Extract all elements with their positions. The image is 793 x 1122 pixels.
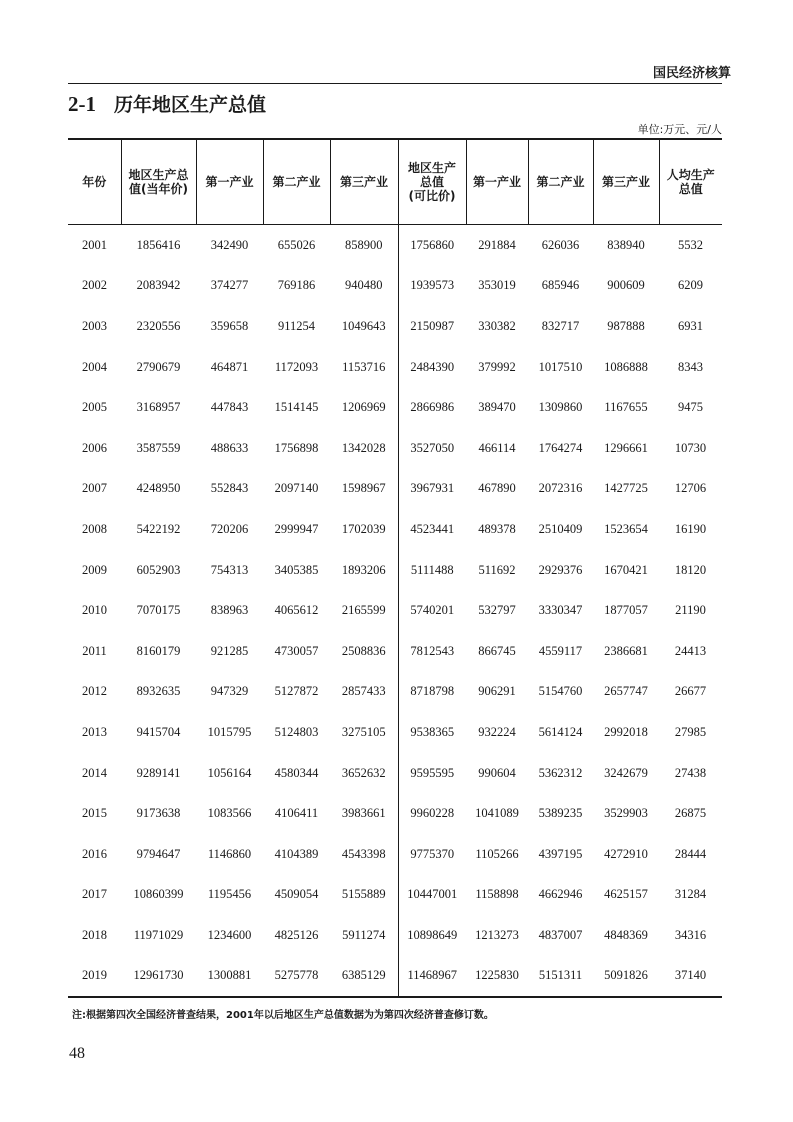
value-cell: 5422192 xyxy=(136,521,181,536)
value-cell: 940480 xyxy=(345,278,383,293)
value-cell: 5911274 xyxy=(342,927,386,942)
value-cell: 5151311 xyxy=(538,968,583,983)
value-cell: 379992 xyxy=(478,359,516,374)
value-cell: 1158898 xyxy=(475,887,519,902)
year-cell: 2002 xyxy=(82,278,107,293)
value-cell: 9415704 xyxy=(136,724,181,739)
value-cell: 10730 xyxy=(674,440,707,455)
column-header: 地区生产总 值(当年价) xyxy=(121,139,196,225)
value-cell: 2508836 xyxy=(341,643,386,658)
value-cell: 5154760 xyxy=(538,684,583,699)
value-cell: 291884 xyxy=(478,237,516,252)
value-cell: 2386681 xyxy=(604,643,648,658)
year-cell: 2017 xyxy=(82,887,107,902)
value-cell: 1225830 xyxy=(475,968,519,983)
value-cell: 9538365 xyxy=(398,712,466,753)
value-cell: 1083566 xyxy=(207,806,252,821)
value-cell: 4509054 xyxy=(274,887,319,902)
value-cell: 5127872 xyxy=(274,684,319,699)
value-cell: 2999947 xyxy=(274,521,319,536)
value-cell: 2510409 xyxy=(538,521,583,536)
value-cell: 9289141 xyxy=(136,765,181,780)
value-cell: 4625157 xyxy=(604,887,648,902)
value-cell: 1146860 xyxy=(207,846,252,861)
value-cell: 4543398 xyxy=(341,846,386,861)
value-cell: 655026 xyxy=(277,237,316,252)
year-cell: 2016 xyxy=(82,846,107,861)
column-header: 第三产业 xyxy=(330,139,398,225)
table-row xyxy=(68,509,722,550)
value-cell: 31284 xyxy=(674,887,707,902)
value-cell: 1234600 xyxy=(207,927,252,942)
value-cell: 6052903 xyxy=(136,562,181,577)
value-cell: 3967931 xyxy=(398,469,466,510)
year-cell: 2012 xyxy=(82,684,107,699)
year-cell: 2005 xyxy=(82,400,107,415)
value-cell: 3529903 xyxy=(604,806,648,821)
value-cell: 5362312 xyxy=(538,765,583,780)
value-cell: 990604 xyxy=(478,765,516,780)
value-cell: 10898649 xyxy=(398,915,466,956)
value-cell: 464871 xyxy=(210,359,249,374)
value-cell: 489378 xyxy=(478,521,516,536)
value-cell: 2992018 xyxy=(604,724,648,739)
value-cell: 11468967 xyxy=(398,956,466,998)
table-row xyxy=(68,956,722,998)
value-cell: 858900 xyxy=(345,237,383,252)
value-cell: 10860399 xyxy=(133,887,184,902)
value-cell: 832717 xyxy=(541,318,580,333)
column-header: 年份 xyxy=(68,139,121,225)
value-cell: 5275778 xyxy=(274,968,319,983)
value-cell: 511692 xyxy=(478,562,516,577)
value-cell: 467890 xyxy=(478,481,516,496)
value-cell: 374277 xyxy=(210,278,249,293)
table-row xyxy=(68,672,722,713)
column-header: 第二产业 xyxy=(263,139,330,225)
value-cell: 4397195 xyxy=(538,846,583,861)
value-cell: 4730057 xyxy=(274,643,319,658)
value-cell: 5155889 xyxy=(341,887,386,902)
value-cell: 1702039 xyxy=(341,521,386,536)
value-cell: 2083942 xyxy=(136,278,181,293)
value-cell: 8932635 xyxy=(136,684,181,699)
unit-label: 单位:万元、元/人 xyxy=(637,123,722,136)
value-cell: 330382 xyxy=(478,318,516,333)
value-cell: 37140 xyxy=(674,968,707,983)
section-label: 国民经济核算 xyxy=(652,66,731,81)
table-row xyxy=(68,428,722,469)
value-cell: 9173638 xyxy=(136,806,181,821)
value-cell: 754313 xyxy=(210,562,249,577)
table-title xyxy=(68,90,266,117)
value-cell: 5532 xyxy=(678,237,703,252)
value-cell: 906291 xyxy=(478,684,516,699)
value-cell: 2790679 xyxy=(136,359,181,374)
value-cell: 1598967 xyxy=(341,481,386,496)
value-cell: 4523441 xyxy=(398,509,466,550)
value-cell: 2150987 xyxy=(398,306,466,347)
value-cell: 552843 xyxy=(210,481,249,496)
value-cell: 342490 xyxy=(210,237,249,252)
year-cell: 2018 xyxy=(82,927,107,942)
value-cell: 1017510 xyxy=(538,359,583,374)
value-cell: 466114 xyxy=(478,440,516,455)
value-cell: 3275105 xyxy=(341,724,386,739)
value-cell: 5124803 xyxy=(274,724,319,739)
value-cell: 2320556 xyxy=(136,318,181,333)
value-cell: 9775370 xyxy=(398,834,466,875)
value-cell: 9794647 xyxy=(136,846,181,861)
value-cell: 6931 xyxy=(678,318,703,333)
value-cell: 11971029 xyxy=(133,927,184,942)
column-header: 第三产业 xyxy=(593,139,659,225)
value-cell: 3983661 xyxy=(341,806,386,821)
value-cell: 28444 xyxy=(674,846,707,861)
value-cell: 353019 xyxy=(478,278,516,293)
table-row xyxy=(68,266,722,307)
header-rule xyxy=(68,83,722,84)
value-cell: 4580344 xyxy=(274,765,319,780)
footnote: 注:根据第四次全国经济普查结果，2001年以后地区生产总值数据为为第四次经济普查修订数。 xyxy=(72,1010,494,1021)
value-cell: 1856416 xyxy=(136,237,181,252)
page-number: 48 xyxy=(69,1045,85,1062)
year-cell: 2010 xyxy=(82,603,107,618)
value-cell: 1105266 xyxy=(475,846,519,861)
value-cell: 1056164 xyxy=(207,765,252,780)
value-cell: 838940 xyxy=(607,237,645,252)
year-cell: 2014 xyxy=(82,765,107,780)
value-cell: 1670421 xyxy=(604,562,648,577)
value-cell: 769186 xyxy=(277,278,316,293)
value-cell: 3242679 xyxy=(604,765,648,780)
table-number: 2-1 xyxy=(68,92,96,116)
value-cell: 1086888 xyxy=(604,359,648,374)
value-cell: 1300881 xyxy=(207,968,252,983)
column-header: 人均生产 总值 xyxy=(659,139,722,225)
table-row xyxy=(68,875,722,916)
value-cell: 2484390 xyxy=(398,347,466,388)
value-cell: 359658 xyxy=(210,318,249,333)
year-cell: 2008 xyxy=(82,521,107,536)
value-cell: 1939573 xyxy=(398,266,466,307)
value-cell: 1523654 xyxy=(604,521,648,536)
value-cell: 26677 xyxy=(674,684,707,699)
column-header: 第一产业 xyxy=(196,139,263,225)
value-cell: 16190 xyxy=(674,521,707,536)
value-cell: 3330347 xyxy=(538,603,583,618)
value-cell: 5111488 xyxy=(398,550,466,591)
value-cell: 720206 xyxy=(210,521,249,536)
value-cell: 12706 xyxy=(674,481,707,496)
value-cell: 2929376 xyxy=(538,562,583,577)
value-cell: 1167655 xyxy=(604,400,648,415)
value-cell: 3168957 xyxy=(136,400,181,415)
value-cell: 2657747 xyxy=(604,684,648,699)
value-cell: 866745 xyxy=(478,643,516,658)
value-cell: 8718798 xyxy=(398,672,466,713)
value-cell: 12961730 xyxy=(133,968,184,983)
value-cell: 4662946 xyxy=(538,887,583,902)
table-row xyxy=(68,347,722,388)
value-cell: 26875 xyxy=(674,806,707,821)
value-cell: 18120 xyxy=(674,562,707,577)
value-cell: 1756898 xyxy=(274,440,319,455)
value-cell: 2165599 xyxy=(341,603,386,618)
value-cell: 34316 xyxy=(674,927,707,942)
value-cell: 838963 xyxy=(210,603,249,618)
value-cell: 532797 xyxy=(478,603,516,618)
value-cell: 1296661 xyxy=(604,440,648,455)
value-cell: 685946 xyxy=(541,278,580,293)
value-cell: 4248950 xyxy=(136,481,181,496)
value-cell: 4559117 xyxy=(538,643,583,658)
year-cell: 2009 xyxy=(82,562,107,577)
value-cell: 447843 xyxy=(210,400,249,415)
value-cell: 5740201 xyxy=(398,590,466,631)
year-cell: 2015 xyxy=(82,806,107,821)
value-cell: 5614124 xyxy=(538,724,583,739)
value-cell: 1049643 xyxy=(341,318,386,333)
value-cell: 24413 xyxy=(674,643,707,658)
year-cell: 2011 xyxy=(82,643,107,658)
value-cell: 1877057 xyxy=(604,603,648,618)
value-cell: 1213273 xyxy=(475,927,519,942)
value-cell: 900609 xyxy=(607,278,645,293)
table-row xyxy=(68,712,722,753)
value-cell: 488633 xyxy=(210,440,249,455)
value-cell: 1015795 xyxy=(207,724,252,739)
value-cell: 1427725 xyxy=(604,481,648,496)
value-cell: 5091826 xyxy=(604,968,648,983)
table-row xyxy=(68,306,722,347)
value-cell: 27438 xyxy=(674,765,707,780)
table-row xyxy=(68,834,722,875)
table-row xyxy=(68,387,722,428)
value-cell: 1756860 xyxy=(398,225,466,266)
table-row xyxy=(68,753,722,794)
value-cell: 27985 xyxy=(674,724,707,739)
table-row xyxy=(68,225,722,266)
value-cell: 1342028 xyxy=(341,440,386,455)
value-cell: 6209 xyxy=(678,278,703,293)
year-cell: 2019 xyxy=(82,968,107,983)
value-cell: 8343 xyxy=(678,359,703,374)
value-cell: 2857433 xyxy=(341,684,386,699)
value-cell: 10447001 xyxy=(398,875,466,916)
value-cell: 9595595 xyxy=(398,753,466,794)
value-cell: 1514145 xyxy=(274,400,319,415)
table-row xyxy=(68,590,722,631)
value-cell: 947329 xyxy=(210,684,249,699)
value-cell: 921285 xyxy=(210,643,249,658)
value-cell: 1309860 xyxy=(538,400,583,415)
value-cell: 932224 xyxy=(478,724,516,739)
value-cell: 3405385 xyxy=(274,562,319,577)
table-body xyxy=(68,225,722,998)
value-cell: 1206969 xyxy=(341,400,386,415)
table-title-text: 历年地区生产总值 xyxy=(114,94,267,116)
value-cell: 21190 xyxy=(675,603,706,618)
value-cell: 1195456 xyxy=(207,887,252,902)
value-cell: 1893206 xyxy=(341,562,386,577)
value-cell: 4065612 xyxy=(274,603,319,618)
value-cell: 2866986 xyxy=(398,387,466,428)
year-cell: 2007 xyxy=(82,481,107,496)
value-cell: 1172093 xyxy=(274,359,319,374)
value-cell: 1041089 xyxy=(475,806,519,821)
value-cell: 4106411 xyxy=(274,806,319,821)
gdp-table xyxy=(68,138,722,998)
value-cell: 626036 xyxy=(541,237,580,252)
column-header: 第一产业 xyxy=(466,139,528,225)
table-row xyxy=(68,550,722,591)
value-cell: 1764274 xyxy=(538,440,583,455)
table-row xyxy=(68,469,722,510)
column-header: 第二产业 xyxy=(528,139,593,225)
year-cell: 2004 xyxy=(82,359,107,374)
value-cell: 4104389 xyxy=(274,846,319,861)
year-cell: 2003 xyxy=(82,318,107,333)
table-header-row xyxy=(68,139,722,225)
value-cell: 4272910 xyxy=(604,846,648,861)
value-cell: 9960228 xyxy=(398,793,466,834)
value-cell: 4825126 xyxy=(274,927,319,942)
value-cell: 4837007 xyxy=(538,927,583,942)
value-cell: 3587559 xyxy=(136,440,181,455)
value-cell: 1153716 xyxy=(342,359,386,374)
table-row xyxy=(68,915,722,956)
value-cell: 9475 xyxy=(678,400,703,415)
value-cell: 987888 xyxy=(607,318,645,333)
year-cell: 2001 xyxy=(82,237,107,252)
value-cell: 389470 xyxy=(478,400,516,415)
year-cell: 2006 xyxy=(82,440,107,455)
value-cell: 7070175 xyxy=(136,603,181,618)
value-cell: 3527050 xyxy=(398,428,466,469)
value-cell: 8160179 xyxy=(136,643,181,658)
year-cell: 2013 xyxy=(82,724,107,739)
column-header: 地区生产 总值 (可比价) xyxy=(398,139,466,225)
table-row xyxy=(68,631,722,672)
value-cell: 7812543 xyxy=(398,631,466,672)
value-cell: 5389235 xyxy=(538,806,583,821)
value-cell: 911254 xyxy=(277,318,316,333)
value-cell: 6385129 xyxy=(341,968,386,983)
value-cell: 4848369 xyxy=(604,927,648,942)
table-row xyxy=(68,793,722,834)
value-cell: 3652632 xyxy=(341,765,386,780)
value-cell: 2097140 xyxy=(274,481,319,496)
value-cell: 2072316 xyxy=(538,481,583,496)
